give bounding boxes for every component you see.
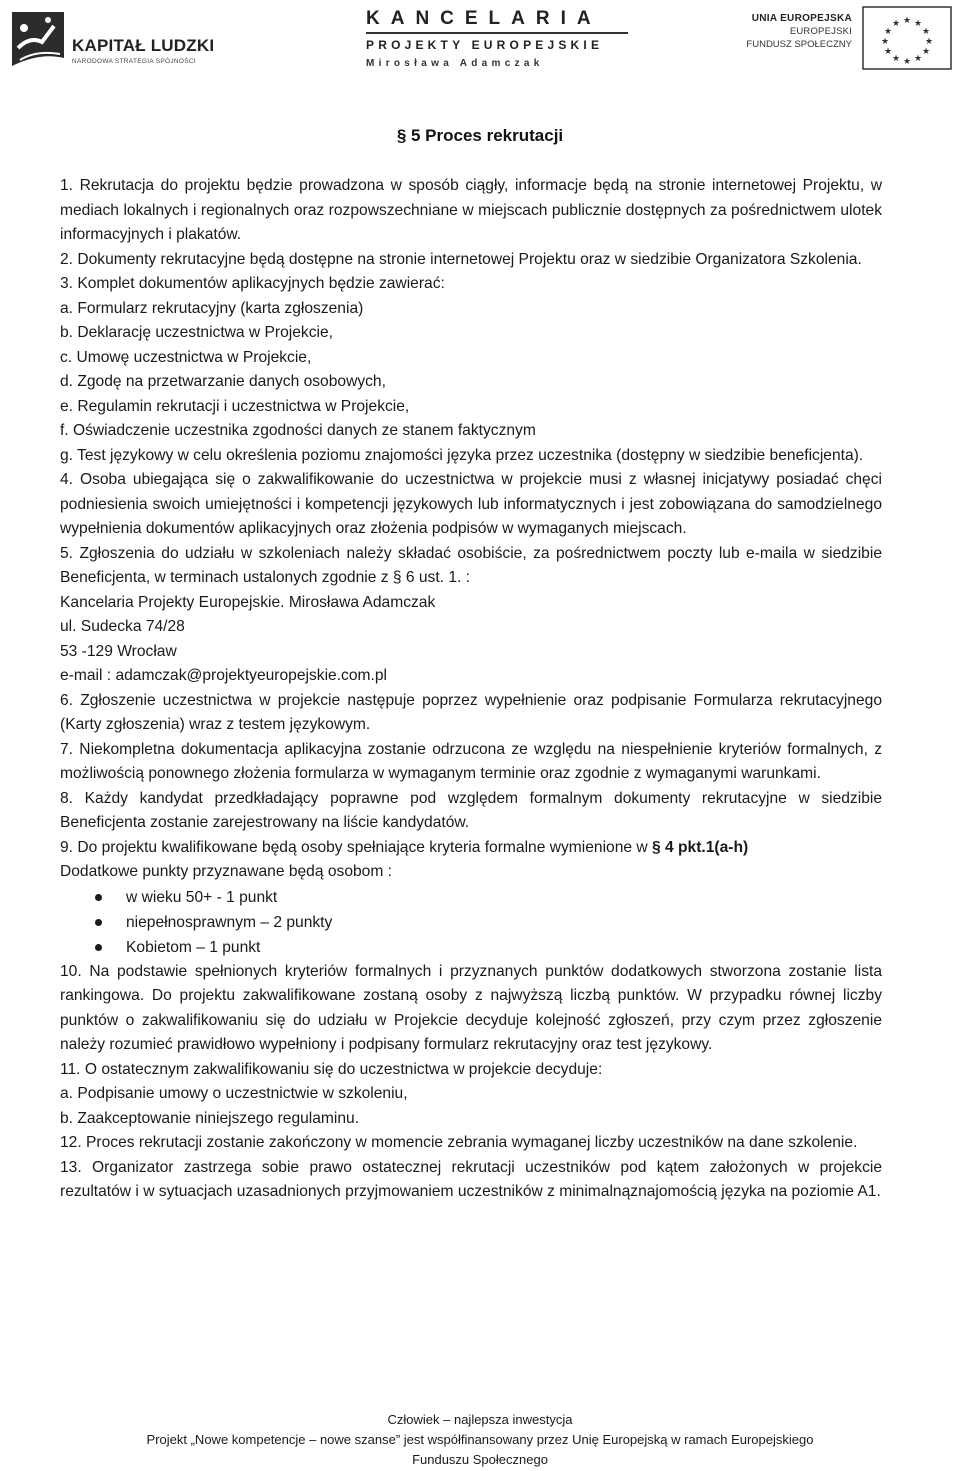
svg-text:★: ★: [883, 27, 893, 37]
page-footer: [0, 1410, 960, 1470]
paragraph-9-line-2: Dodatkowe punkty przyznawane będą osobom :: [60, 863, 392, 880]
paragraph-4: 4. Osoba ubiegająca się o zakwalifikowanie do uczestnictwa w projekcie musi z własnej inicjatywy posiadać chęci podniesienia swoich umiejętności i kompetencji językowych lub informatycznych i jest zobowiązana do samodzielnego wypełnienia dokumentów aplikacyjnych oraz złożenia podpisów w wymaganych miejscach.: [60, 471, 882, 537]
footer-slogan: Człowiek – najlepsza inwestycja: [387, 1412, 573, 1427]
list-item-f: f. Oświadczenie uczestnika zgodności danych ze stanem faktycznym: [60, 422, 536, 439]
kancelaria-divider: [366, 32, 628, 34]
kapital-ludzki-logo: [10, 8, 230, 72]
eu-logo-text: [732, 12, 852, 51]
kancelaria-logo: [366, 8, 628, 71]
eu-line-1: UNIA EUROPEJSKA: [751, 13, 852, 24]
footer-fund-name: Funduszu Społecznego: [412, 1452, 548, 1467]
list-item-b: b. Deklarację uczestnictwa w Projekcie,: [60, 324, 333, 341]
paragraph-7: 7. Niekompletna dokumentacja aplikacyjna zostanie odrzucona ze względu na niespełnienie kryteriów formalnych, z możliwością ponownego złożenia formularza w wymaganym terminie oraz zgodnie z wymaganymi warunkami.: [60, 740, 882, 782]
svg-text:★: ★: [921, 47, 931, 57]
page-header: [0, 0, 960, 82]
paragraph-13: 13. Organizator zastrzega sobie prawo ostatecznej rekrutacji uczestników pod kątem założonych w projekcie rezultatów i w sytuacjach uzasadnionych przyjmowaniem uczestników z minimalnąznajomością języka na poziomie A1.: [60, 1158, 882, 1200]
address-city: 53 -129 Wrocław: [60, 642, 177, 660]
paragraph-12: 12. Proces rekrutacji zostanie zakończony w momencie zebrania wymaganej liczby uczestników na dane szkolenie.: [60, 1134, 858, 1151]
bonus-item-disability: niepełnosprawnym – 2 punkty: [126, 910, 882, 935]
paragraph-6: 6. Zgłoszenie uczestnictwa w projekcie następuje poprzez wypełnienie oraz podpisanie Formularza rekrutacyjnego (Karty zgłoszenia) wraz z testem językowym.: [60, 691, 882, 733]
list-item-a: a. Formularz rekrutacyjny (karta zgłoszenia): [60, 299, 364, 317]
kancelaria-title: KANCELARIA: [366, 8, 602, 29]
svg-text:★: ★: [883, 47, 893, 57]
list-item-e: e. Regulamin rekrutacji i uczestnictwa w Projekcie,: [60, 397, 410, 415]
paragraph-9: [60, 836, 882, 861]
footer-project-info: Projekt „Nowe kompetencje – nowe szanse” jest współfinansowany przez Unię Europejską w ramach Europejskiego: [146, 1432, 814, 1447]
list-item-g: g. Test językowy w celu określenia poziomu znajomości języka przez uczestnika (dostępny w siedzibie beneficjenta).: [60, 446, 864, 464]
bonus-item-women: Kobietom – 1 punkt: [126, 935, 882, 960]
document-body: [60, 174, 882, 1205]
paragraph-11-item-b: b. Zaakceptowanie niniejszego regulaminu.: [60, 1109, 360, 1127]
bonus-item-age: w wieku 50+ - 1 punkt: [126, 885, 882, 910]
kapital-ludzki-emblem-icon: [10, 8, 66, 70]
paragraph-9-reference: § 4 pkt.1(a-h): [652, 838, 749, 856]
kapital-ludzki-subtitle: NARODOWA STRATEGIA SPÓJNOŚCI: [72, 58, 196, 65]
svg-text:★: ★: [880, 37, 890, 47]
svg-text:★: ★: [924, 37, 934, 47]
eu-line-2: EUROPEJSKI: [789, 26, 852, 37]
svg-text:★: ★: [921, 27, 931, 37]
svg-text:★: ★: [913, 54, 923, 64]
paragraph-5: 5. Zgłoszenia do udziału w szkoleniach należy składać osobiście, za pośrednictwem poczty lub e-maila w siedzibie Beneficjenta, w terminach ustalonych zgodnie z § 6 ust. 1. :: [60, 544, 882, 586]
kancelaria-subtitle: PROJEKTY EUROPEJSKIE: [366, 38, 604, 52]
address-email: e-mail : adamczak@projektyeuropejskie.com.pl: [60, 667, 387, 684]
section-title: § 5 Proces rekrutacji: [396, 126, 564, 145]
list-item-d: d. Zgodę na przetwarzanie danych osobowych,: [60, 373, 386, 390]
eu-logo: [732, 6, 954, 74]
eu-line-3: FUNDUSZ SPOŁECZNY: [746, 39, 852, 50]
list-item-c: c. Umowę uczestnictwa w Projekcie,: [60, 348, 312, 366]
kapital-ludzki-title: KAPITAŁ LUDZKI: [72, 36, 215, 55]
svg-text:★: ★: [913, 19, 923, 29]
eu-flag-icon: [862, 6, 952, 70]
bonus-points-list: [60, 885, 882, 960]
address-street: ul. Sudecka 74/28: [60, 618, 185, 635]
svg-text:★: ★: [891, 54, 901, 64]
paragraph-2: 2. Dokumenty rekrutacyjne będą dostępne na stronie internetowej Projektu oraz w siedzibie Organizatora Szkolenia.: [60, 250, 862, 268]
svg-text:★: ★: [902, 57, 912, 67]
kancelaria-owner-name: Mirosława Adamczak: [366, 58, 544, 69]
paragraph-1: 1. Rekrutacja do projektu będzie prowadzona w sposób ciągły, informacje będą na stronie internetowej Projektu, w mediach lokalnych i regionalnych oraz rozpowszechniane w miejscach publicznie dostępnych za pośrednictwem ulotek informacyjnych i plakatów.: [60, 177, 882, 243]
paragraph-11-item-a: a. Podpisanie umowy o uczestnictwie w szkoleniu,: [60, 1085, 408, 1102]
paragraph-8: 8. Każdy kandydat przedkładający poprawne pod względem formalnym dokumenty rekrutacyjne w siedzibie Beneficjenta zostanie zarejestrowany na liście kandydatów.: [60, 789, 882, 831]
address-company: Kancelaria Projekty Europejskie. Mirosława Adamczak: [60, 593, 436, 611]
svg-text:★: ★: [891, 19, 901, 29]
paragraph-3: 3. Komplet dokumentów aplikacyjnych będzie zawierać:: [60, 275, 445, 292]
paragraph-9-text: 9. Do projektu kwalifikowane będą osoby spełniające kryteria formalne wymienione w: [60, 838, 652, 856]
paragraph-10: 10. Na podstawie spełnionych kryteriów formalnych i przyznanych punktów dodatkowych stworzona zostanie lista rankingowa. Do projektu zakwalifikowane zostaną osoby z najwyższą liczbą punktów. W przypadku równej liczby punktów o zakwalifikowaniu się do udziału w Projekcie decyduje kolejność zgłoszeń, przy czym przez zgłoszenie należy rozumieć prawidłowo wypełniony i podpisany formularz rekrutacyjny oraz test językowy.: [60, 962, 882, 1053]
svg-text:★: ★: [902, 16, 912, 26]
paragraph-11: 11. O ostatecznym zakwalifikowaniu się do uczestnictwa w projekcie decyduje:: [60, 1060, 603, 1078]
